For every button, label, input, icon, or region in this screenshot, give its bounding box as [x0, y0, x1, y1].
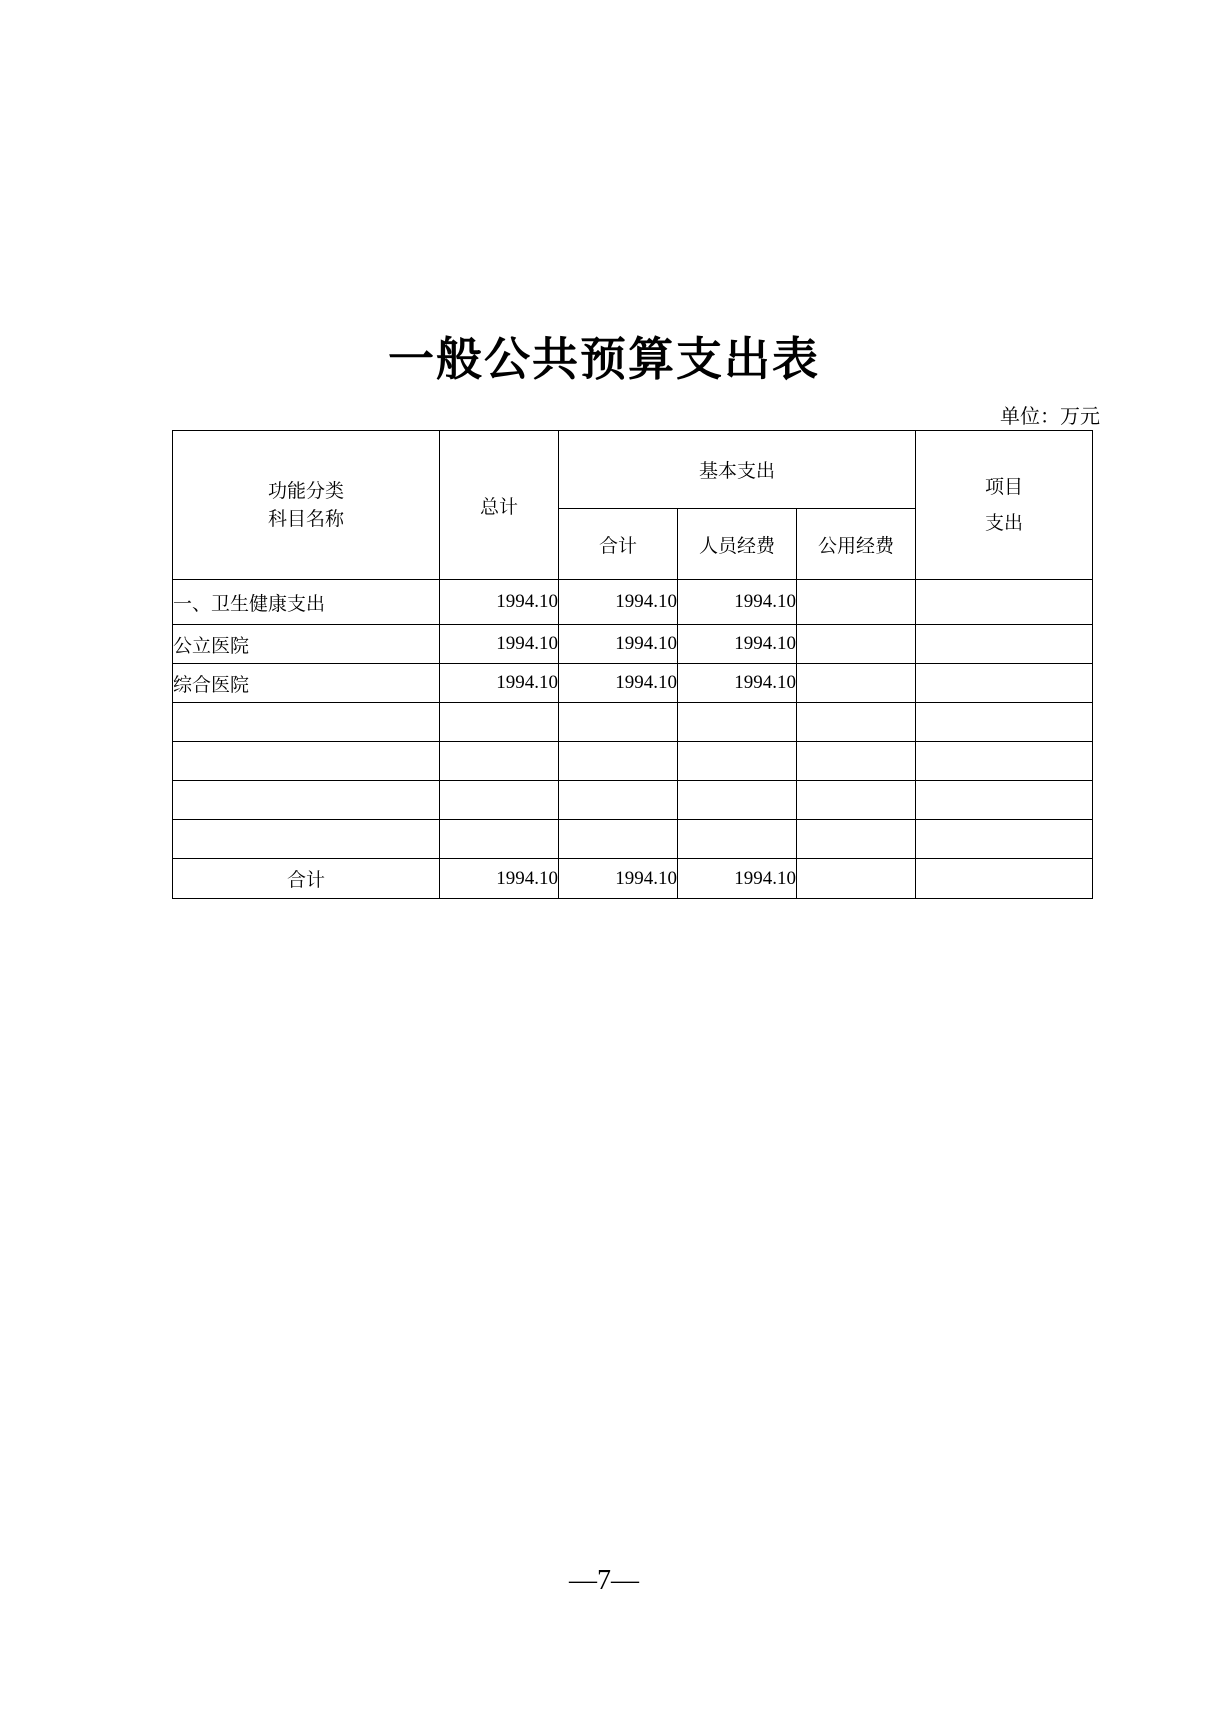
empty-cell: [440, 781, 559, 820]
unit-label: 单位：万元: [1000, 404, 1100, 428]
row-public: [797, 625, 916, 664]
category-header-line1: 功能分类: [267, 480, 344, 502]
total-header: 总计: [440, 431, 559, 580]
table-row: [173, 664, 1093, 703]
row-total: 1994.10: [440, 625, 559, 664]
total-row-total: 1994.10: [440, 859, 559, 899]
row-name: 综合医院: [173, 664, 440, 703]
empty-cell: [916, 742, 1093, 781]
row-personnel: 1994.10: [678, 664, 797, 703]
project-expenditure-header: [916, 431, 1093, 580]
row-basic-sum: 1994.10: [559, 580, 678, 625]
total-row-label: 合计: [173, 859, 440, 899]
row-total: 1994.10: [440, 580, 559, 625]
row-name: 公立医院: [173, 625, 440, 664]
personnel-header: 人员经费: [678, 509, 797, 580]
empty-cell: [559, 820, 678, 859]
empty-cell: [173, 781, 440, 820]
row-personnel: 1994.10: [678, 580, 797, 625]
row-name: 一、卫生健康支出: [173, 580, 440, 625]
total-row-personnel: 1994.10: [678, 859, 797, 899]
row-project: [916, 664, 1093, 703]
row-public: [797, 664, 916, 703]
empty-cell: [440, 742, 559, 781]
budget-table: [172, 430, 1093, 899]
row-public: [797, 580, 916, 625]
page-title: 一般公共预算支出表: [388, 332, 820, 386]
category-header: [173, 431, 440, 580]
category-header-line2: 科目名称: [267, 508, 344, 530]
empty-cell: [916, 820, 1093, 859]
empty-cell: [173, 742, 440, 781]
basic-sum-header: 合计: [559, 509, 678, 580]
row-personnel: 1994.10: [678, 625, 797, 664]
empty-cell: [173, 703, 440, 742]
public-header: 公用经费: [797, 509, 916, 580]
empty-row: [173, 742, 1093, 781]
empty-cell: [173, 820, 440, 859]
empty-cell: [559, 742, 678, 781]
project-header-line1: 项目: [984, 476, 1023, 498]
row-project: [916, 625, 1093, 664]
row-total: 1994.10: [440, 664, 559, 703]
empty-cell: [797, 781, 916, 820]
empty-row: [173, 703, 1093, 742]
row-project: [916, 580, 1093, 625]
empty-cell: [916, 781, 1093, 820]
header-row-1: [173, 431, 1093, 509]
total-row-project: [916, 859, 1093, 899]
row-basic-sum: 1994.10: [559, 664, 678, 703]
project-header-line2: 支出: [984, 512, 1023, 534]
empty-cell: [440, 703, 559, 742]
empty-row: [173, 781, 1093, 820]
empty-cell: [797, 820, 916, 859]
empty-cell: [797, 742, 916, 781]
empty-cell: [678, 820, 797, 859]
empty-cell: [440, 820, 559, 859]
empty-cell: [559, 781, 678, 820]
empty-cell: [559, 703, 678, 742]
row-basic-sum: 1994.10: [559, 625, 678, 664]
table-row: [173, 580, 1093, 625]
total-row-basic-sum: 1994.10: [559, 859, 678, 899]
empty-cell: [678, 781, 797, 820]
total-row: [173, 859, 1093, 899]
empty-cell: [916, 703, 1093, 742]
total-row-public: [797, 859, 916, 899]
page-number: —7—: [569, 1565, 639, 1596]
empty-cell: [797, 703, 916, 742]
empty-cell: [678, 703, 797, 742]
empty-cell: [678, 742, 797, 781]
table-row: [173, 625, 1093, 664]
basic-expenditure-header: 基本支出: [559, 431, 916, 509]
empty-row: [173, 820, 1093, 859]
